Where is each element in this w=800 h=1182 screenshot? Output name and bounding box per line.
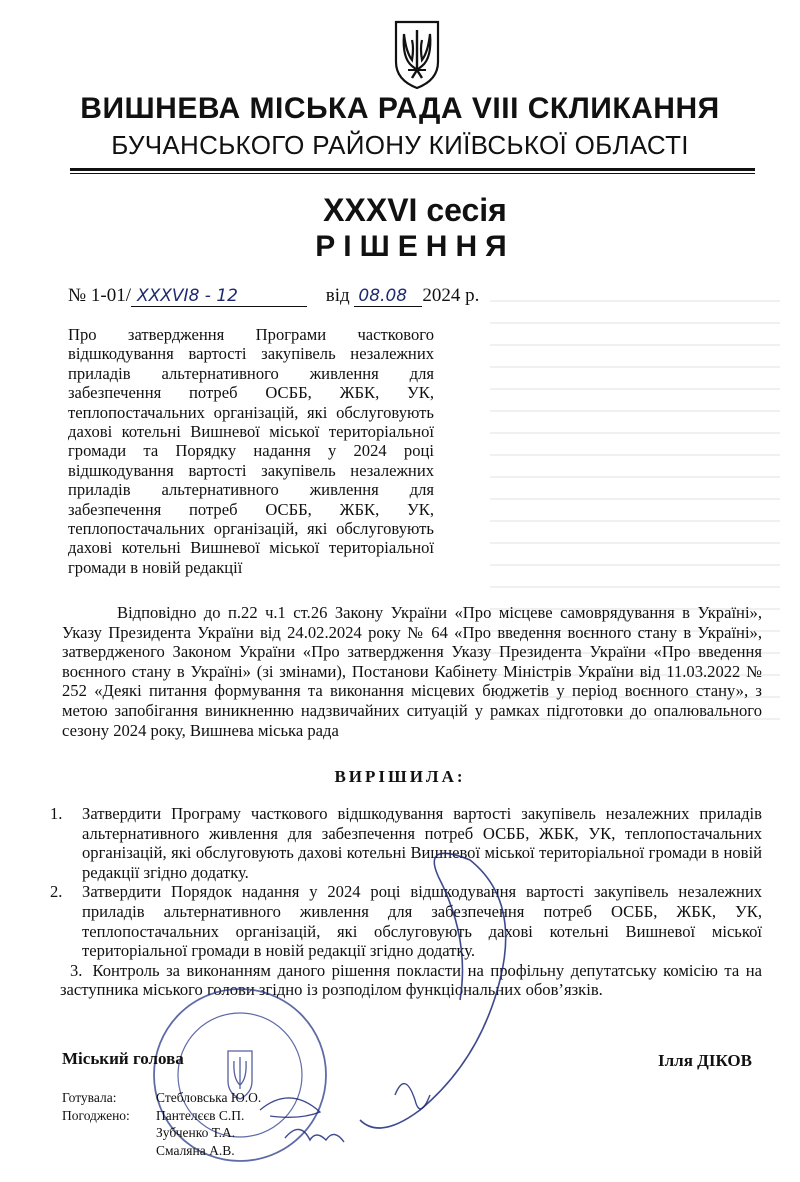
council-district: БУЧАНСЬКОГО РАЙОНУ КИЇВСЬКОЇ ОБЛАСТІ [111, 130, 689, 160]
prepared-label: Готувала: [62, 1090, 117, 1105]
decision-subject: Про затвердження Програми часткового відшкодування вартості закупівель незалежних приладів альтернативного живлення для забезпечення потреб ОСББ, ЖБК, УК, теплопостачальних організацій, які обслуговують дахові котельні Вишневої міської територіальної громади та Порядку надання у 2024 році відшкодування вартості закупівель незалежних приладів альтернативного живлення для забезпечення потреб ОСББ, ЖБК, УК, теплопостачальних організацій, які обслуговують дахові котельні Вишневої міської територіальної громади в новій редакції [68, 325, 434, 577]
item-text: Контроль за виконанням даного рішення покласти на профільну депутатську комісію та на заступника міського голови згідно із розподілом функціональних обов’язків. [60, 960, 762, 1000]
prepared-by-block [62, 1089, 362, 1159]
item-number: 2. [50, 882, 63, 902]
prepared-name: Стебловська Ю.О. [156, 1090, 262, 1105]
council-name: ВИШНЕВА МІСЬКА РАДА VIII СКЛИКАННЯ [80, 92, 720, 125]
approved-row [62, 1142, 362, 1160]
item-number: 1. [50, 804, 63, 823]
date-label: від [325, 285, 350, 306]
approved-name: Зубченко Т.А. [156, 1125, 236, 1140]
approved-row [62, 1124, 362, 1142]
item-text: Затвердити Програму часткового відшкодування вартості закупівель незалежних приладів альтернативного живлення для забезпечення потреб ОСББ, ЖБК, УК, теплопостачальних організацій, які обслуговують дахові котельні Вишневої міської територіальної громади в новій редакції згідно додатку. [82, 804, 762, 882]
trident-coat-of-arms-icon [392, 18, 442, 90]
approved-label: Погоджено: [62, 1107, 130, 1123]
signature-title: Міський голова [62, 1049, 184, 1068]
approved-name: Пантелєєв С.П. [156, 1107, 245, 1123]
resolution-item-2 [50, 882, 762, 961]
resolution-items [50, 804, 762, 1000]
signature-name: Ілля ДІКОВ [658, 1051, 752, 1070]
prepared-row [62, 1089, 362, 1107]
decision-year: 2024 р. [422, 285, 480, 306]
session-title: XXXVI сесія [323, 192, 507, 228]
decision-number: XXXVI8 - 12 [131, 286, 307, 307]
number-prefix: № 1-01/ [68, 285, 131, 306]
resolved-heading: ВИРІШИЛА: [334, 767, 466, 786]
item-text: Затвердити Порядок надання у 2024 році відшкодування вартості закупівель незалежних приладів альтернативного живлення для забезпечення потреб ОСББ, ЖБК, УК, теплопостачальних організацій, які обслуговують дахові котельні Вишневої міської територіальної громади в новій редакції згідно додатку. [82, 882, 762, 961]
document-type: РІШЕННЯ [315, 230, 515, 263]
approved-name: Смаляна А.В. [156, 1142, 235, 1158]
header-divider [70, 168, 755, 171]
decision-number-line [68, 285, 479, 307]
preamble-paragraph: Відповідно до п.22 ч.1 ст.26 Закону України «Про місцеве самоврядування в Україні», Указу Президента України від 24.02.2024 року № 64 «Про введення воєнного стану в Україні», затвердженого Законом України «Про затвердження Указу Президента України «Про введення воєнного стану в Україні» (зі змінами), Постанови Кабінету Міністрів України від 11.03.2022 № 252 «Деякі питання формування та виконання місцевих бюджетів у період воєнного стану», з метою запобігання виникненню надзвичайних ситуацій у рамках підготовки до опалювального сезону 2024 року, Вишнева міська рада [62, 603, 762, 740]
resolution-item-1 [50, 804, 762, 882]
item-number: 3. [70, 960, 83, 980]
approved-row [62, 1107, 362, 1125]
header-divider-thin [70, 173, 755, 174]
decision-date: 08.08 [354, 286, 422, 307]
